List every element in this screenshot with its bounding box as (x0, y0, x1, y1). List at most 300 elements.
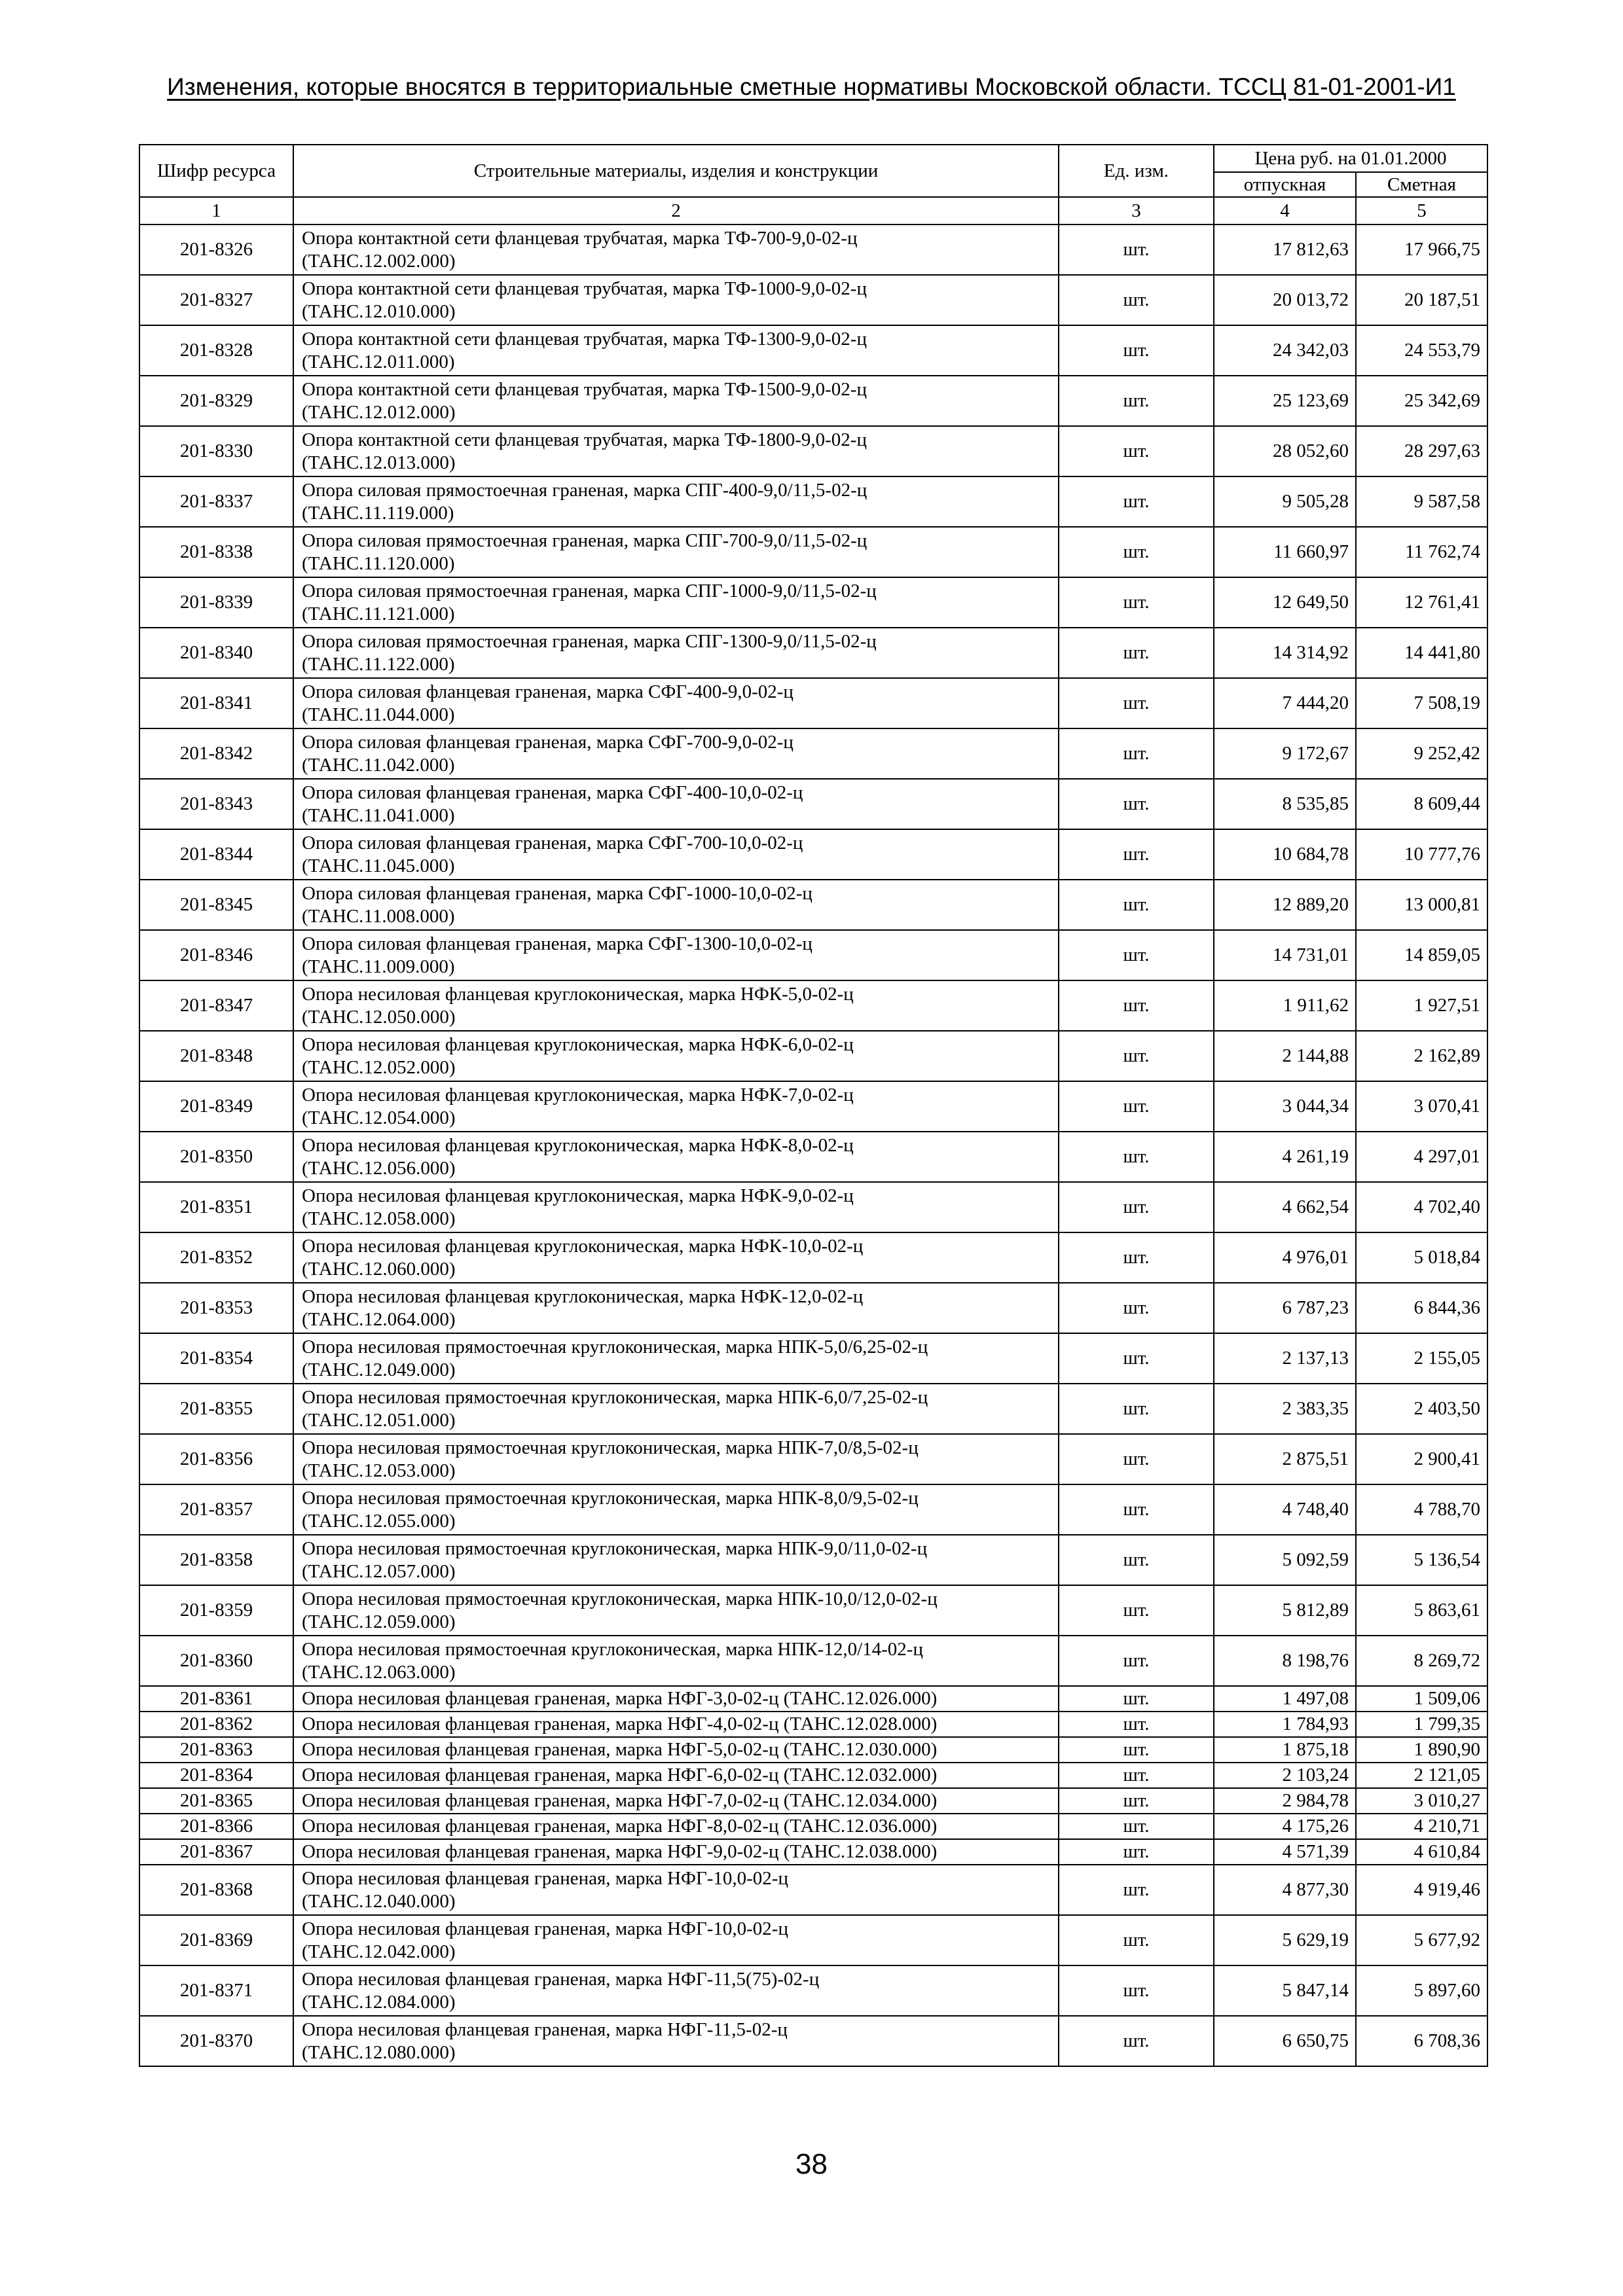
cell-name (293, 2016, 1059, 2066)
table-body (139, 224, 1487, 2066)
cell-code: 201-8355 (139, 1384, 293, 1434)
cell-price-release: 5 092,59 (1214, 1535, 1356, 1585)
cell-price-release: 8 198,76 (1214, 1636, 1356, 1686)
cell-name (293, 1585, 1059, 1636)
cell-name (293, 1434, 1059, 1484)
cell-price-estimate: 4 297,01 (1356, 1132, 1487, 1182)
cell-code: 201-8345 (139, 880, 293, 930)
table-row (139, 829, 1487, 880)
cell-price-release: 17 812,63 (1214, 224, 1356, 275)
cell-unit: шт. (1059, 1031, 1214, 1081)
cell-price-release: 2 103,24 (1214, 1763, 1356, 1788)
cell-price-estimate: 2 403,50 (1356, 1384, 1487, 1434)
cell-name (293, 728, 1059, 779)
cell-code: 201-8367 (139, 1839, 293, 1865)
table-row (139, 1915, 1487, 1965)
cell-price-estimate: 1 799,35 (1356, 1712, 1487, 1737)
cell-code: 201-8338 (139, 527, 293, 577)
cell-price-estimate: 20 187,51 (1356, 275, 1487, 325)
cell-price-release: 14 314,92 (1214, 628, 1356, 678)
cell-price-release: 3 044,34 (1214, 1081, 1356, 1132)
cell-name-line: Опора несиловая прямостоечная круглоконическая, марка НПК-10,0/12,0-02-ц (302, 1588, 938, 1609)
cell-unit: шт. (1059, 476, 1214, 527)
table-row (139, 1712, 1487, 1737)
cell-name-line: Опора несиловая фланцевая граненая, марка НФГ-10,0-02-ц (302, 1918, 788, 1939)
cell-name-line: Опора несиловая фланцевая граненая, марка НФГ-5,0-02-ц (ТАНС.12.030.000) (302, 1739, 938, 1760)
cell-name-line: (ТАНС.12.080.000) (302, 2041, 456, 2063)
cell-price-estimate: 5 677,92 (1356, 1915, 1487, 1965)
cell-name (293, 1712, 1059, 1737)
cell-name (293, 1182, 1059, 1232)
cell-name (293, 1031, 1059, 1081)
cell-name (293, 1814, 1059, 1839)
table-row (139, 1814, 1487, 1839)
cell-code: 201-8363 (139, 1737, 293, 1763)
cell-name (293, 527, 1059, 577)
cell-name (293, 224, 1059, 275)
cell-code: 201-8361 (139, 1686, 293, 1712)
table-row (139, 1839, 1487, 1865)
cell-price-estimate: 8 609,44 (1356, 779, 1487, 829)
cell-code: 201-8352 (139, 1232, 293, 1283)
cell-name-line: (ТАНС.12.050.000) (302, 1006, 456, 1028)
table-row (139, 1434, 1487, 1484)
cell-name (293, 880, 1059, 930)
cell-code: 201-8327 (139, 275, 293, 325)
cell-name-line: (ТАНС.11.122.000) (302, 653, 455, 675)
cell-unit: шт. (1059, 1434, 1214, 1484)
cell-name-line: (ТАНС.12.053.000) (302, 1460, 456, 1481)
cell-price-estimate: 1 890,90 (1356, 1737, 1487, 1763)
column-header-code: Шифр ресурса (139, 145, 293, 197)
cell-code: 201-8350 (139, 1132, 293, 1182)
cell-name-line: Опора несиловая фланцевая круглоконическая, марка НФК-12,0-02-ц (302, 1285, 864, 1307)
cell-name (293, 1283, 1059, 1333)
table-row (139, 1686, 1487, 1712)
cell-name-line: Опора несиловая фланцевая круглоконическая, марка НФК-8,0-02-ц (302, 1134, 854, 1156)
cell-code: 201-8358 (139, 1535, 293, 1585)
cell-code: 201-8354 (139, 1333, 293, 1384)
cell-name-line: Опора несиловая фланцевая граненая, марка НФГ-4,0-02-ц (ТАНС.12.028.000) (302, 1713, 938, 1734)
table-row (139, 1585, 1487, 1636)
table-row (139, 275, 1487, 325)
cell-price-estimate: 4 919,46 (1356, 1865, 1487, 1915)
cell-price-estimate: 2 162,89 (1356, 1031, 1487, 1081)
table-row (139, 628, 1487, 678)
cell-name (293, 1636, 1059, 1686)
cell-unit: шт. (1059, 376, 1214, 426)
cell-name-line: (ТАНС.11.041.000) (302, 804, 455, 826)
cell-unit: шт. (1059, 1788, 1214, 1814)
cell-code: 201-8369 (139, 1915, 293, 1965)
cell-name-line: (ТАНС.12.013.000) (302, 452, 456, 473)
cell-name-line: (ТАНС.12.057.000) (302, 1560, 456, 1582)
cell-price-estimate: 2 900,41 (1356, 1434, 1487, 1484)
cell-unit: шт. (1059, 1763, 1214, 1788)
cell-code: 201-8330 (139, 426, 293, 476)
cell-name (293, 426, 1059, 476)
page-title: Изменения, которые вносятся в территориальные сметные нормативы Московской области. ТССЦ 81-01-2001-И1 (167, 73, 1456, 100)
cell-price-release: 4 976,01 (1214, 1232, 1356, 1283)
cell-price-release: 2 875,51 (1214, 1434, 1356, 1484)
cell-code: 201-8329 (139, 376, 293, 426)
cell-name (293, 1384, 1059, 1434)
cell-name-line: Опора контактной сети фланцевая трубчатая, марка ТФ-1800-9,0-02-ц (302, 429, 867, 450)
cell-name-line: (ТАНС.12.052.000) (302, 1056, 456, 1078)
cell-price-estimate: 25 342,69 (1356, 376, 1487, 426)
table-row (139, 2016, 1487, 2066)
cell-name-line: (ТАНС.11.120.000) (302, 552, 455, 574)
table-row (139, 376, 1487, 426)
cell-unit: шт. (1059, 1915, 1214, 1965)
cell-name (293, 779, 1059, 829)
cell-price-release: 1 497,08 (1214, 1686, 1356, 1712)
cell-code: 201-8348 (139, 1031, 293, 1081)
cell-name-line: (ТАНС.12.040.000) (302, 1890, 456, 1912)
cell-name (293, 1915, 1059, 1965)
cell-unit: шт. (1059, 930, 1214, 980)
cell-unit: шт. (1059, 325, 1214, 376)
cell-price-estimate: 24 553,79 (1356, 325, 1487, 376)
cell-name-line: Опора несиловая фланцевая круглоконическая, марка НФК-5,0-02-ц (302, 983, 854, 1005)
cell-code: 201-8364 (139, 1763, 293, 1788)
table-row (139, 476, 1487, 527)
cell-name-line: Опора несиловая фланцевая граненая, марка НФГ-3,0-02-ц (ТАНС.12.026.000) (302, 1688, 938, 1709)
cell-price-estimate: 12 761,41 (1356, 577, 1487, 628)
cell-name-line: (ТАНС.12.051.000) (302, 1409, 456, 1431)
table-row (139, 1737, 1487, 1763)
cell-price-estimate: 14 859,05 (1356, 930, 1487, 980)
cell-code: 201-8339 (139, 577, 293, 628)
cell-name (293, 930, 1059, 980)
cell-code: 201-8356 (139, 1434, 293, 1484)
cell-price-estimate: 6 844,36 (1356, 1283, 1487, 1333)
cell-name-line: (ТАНС.12.002.000) (302, 250, 456, 272)
page-number: 38 (795, 2148, 828, 2180)
column-number: 3 (1059, 197, 1214, 224)
cell-unit: шт. (1059, 1484, 1214, 1535)
cell-code: 201-8337 (139, 476, 293, 527)
cell-name-line: Опора несиловая фланцевая граненая, марка НФГ-7,0-02-ц (ТАНС.12.034.000) (302, 1790, 938, 1811)
cell-unit: шт. (1059, 1283, 1214, 1333)
cell-price-release: 5 629,19 (1214, 1915, 1356, 1965)
cell-code: 201-8346 (139, 930, 293, 980)
table-row (139, 1636, 1487, 1686)
cell-name (293, 829, 1059, 880)
cell-name-line: (ТАНС.12.059.000) (302, 1611, 456, 1632)
table-row (139, 779, 1487, 829)
table-row (139, 1384, 1487, 1434)
cell-price-estimate: 7 508,19 (1356, 678, 1487, 728)
cell-name-line: Опора силовая фланцевая граненая, марка СФГ-1000-10,0-02-ц (302, 882, 812, 904)
cell-unit: шт. (1059, 2016, 1214, 2066)
cell-price-release: 2 984,78 (1214, 1788, 1356, 1814)
table-row (139, 1031, 1487, 1081)
cell-unit: шт. (1059, 678, 1214, 728)
cell-price-release: 6 650,75 (1214, 2016, 1356, 2066)
cell-name-line: Опора контактной сети фланцевая трубчатая, марка ТФ-1500-9,0-02-ц (302, 378, 867, 400)
cell-unit: шт. (1059, 1636, 1214, 1686)
cell-code: 201-8371 (139, 1965, 293, 2016)
table-row (139, 325, 1487, 376)
cell-unit: шт. (1059, 1232, 1214, 1283)
cell-price-estimate: 6 708,36 (1356, 2016, 1487, 2066)
cell-code: 201-8368 (139, 1865, 293, 1915)
cell-unit: шт. (1059, 224, 1214, 275)
cell-name-line: (ТАНС.12.054.000) (302, 1107, 456, 1128)
cell-name-line: Опора несиловая фланцевая граненая, марка НФГ-10,0-02-ц (302, 1867, 788, 1889)
cell-price-release: 1 784,93 (1214, 1712, 1356, 1737)
cell-name-line: (ТАНС.12.055.000) (302, 1510, 456, 1532)
cell-unit: шт. (1059, 1737, 1214, 1763)
cell-unit: шт. (1059, 1814, 1214, 1839)
table-row (139, 1965, 1487, 2016)
cell-unit: шт. (1059, 880, 1214, 930)
cell-unit: шт. (1059, 1384, 1214, 1434)
table-row (139, 1788, 1487, 1814)
cell-name (293, 1484, 1059, 1535)
cell-name-line: Опора несиловая фланцевая граненая, марка НФГ-6,0-02-ц (ТАНС.12.032.000) (302, 1765, 938, 1785)
cell-name (293, 1686, 1059, 1712)
cell-name (293, 1763, 1059, 1788)
cell-name (293, 325, 1059, 376)
cell-name-line: Опора несиловая прямостоечная круглоконическая, марка НПК-5,0/6,25-02-ц (302, 1336, 928, 1357)
cell-name-line: Опора силовая фланцевая граненая, марка СФГ-400-10,0-02-ц (302, 781, 803, 803)
cell-price-release: 5 812,89 (1214, 1585, 1356, 1636)
column-number: 1 (139, 197, 293, 224)
cell-unit: шт. (1059, 1686, 1214, 1712)
cell-unit: шт. (1059, 1535, 1214, 1585)
cell-name-line: Опора несиловая фланцевая граненая, марка НФГ-8,0-02-ц (ТАНС.12.036.000) (302, 1816, 938, 1837)
cell-code: 201-8342 (139, 728, 293, 779)
cell-unit: шт. (1059, 1585, 1214, 1636)
cell-unit: шт. (1059, 728, 1214, 779)
cell-name-line: Опора силовая прямостоечная граненая, марка СПГ-400-9,0/11,5-02-ц (302, 479, 867, 501)
table-row (139, 980, 1487, 1031)
cell-code: 201-8370 (139, 2016, 293, 2066)
cell-price-release: 7 444,20 (1214, 678, 1356, 728)
cell-name-line: (ТАНС.12.042.000) (302, 1941, 456, 1962)
cell-price-release: 2 137,13 (1214, 1333, 1356, 1384)
column-header-price-release: отпускная (1214, 172, 1356, 197)
cell-name-line: Опора контактной сети фланцевая трубчатая, марка ТФ-1300-9,0-02-ц (302, 328, 867, 350)
cell-name-line: Опора несиловая прямостоечная круглоконическая, марка НПК-9,0/11,0-02-ц (302, 1537, 928, 1559)
cell-name-line: (ТАНС.11.008.000) (302, 905, 455, 927)
cell-price-estimate: 5 136,54 (1356, 1535, 1487, 1585)
cell-price-release: 4 877,30 (1214, 1865, 1356, 1915)
cell-name-line: (ТАНС.11.121.000) (302, 603, 455, 624)
cell-price-estimate: 9 252,42 (1356, 728, 1487, 779)
cell-name (293, 1535, 1059, 1585)
column-number: 2 (293, 197, 1059, 224)
table-row (139, 1081, 1487, 1132)
cell-name-line: Опора несиловая фланцевая граненая, марка НФГ-9,0-02-ц (ТАНС.12.038.000) (302, 1841, 938, 1862)
cell-name (293, 1737, 1059, 1763)
table-row (139, 224, 1487, 275)
cell-name-line: Опора силовая фланцевая граненая, марка СФГ-1300-10,0-02-ц (302, 933, 812, 954)
cell-price-release: 4 571,39 (1214, 1839, 1356, 1865)
cell-price-release: 8 535,85 (1214, 779, 1356, 829)
cell-code: 201-8359 (139, 1585, 293, 1636)
cell-price-release: 2 383,35 (1214, 1384, 1356, 1434)
cell-name-line: Опора силовая прямостоечная граненая, марка СПГ-1000-9,0/11,5-02-ц (302, 580, 877, 601)
table-row (139, 880, 1487, 930)
cell-price-release: 4 748,40 (1214, 1484, 1356, 1535)
cell-code: 201-8326 (139, 224, 293, 275)
cell-name-line: (ТАНС.12.058.000) (302, 1208, 456, 1229)
cell-unit: шт. (1059, 275, 1214, 325)
cell-price-estimate: 4 702,40 (1356, 1182, 1487, 1232)
cell-unit: шт. (1059, 1965, 1214, 2016)
cell-name-line: (ТАНС.12.060.000) (302, 1258, 456, 1280)
cell-code: 201-8343 (139, 779, 293, 829)
cell-name (293, 1333, 1059, 1384)
cell-name (293, 1232, 1059, 1283)
cell-name (293, 1865, 1059, 1915)
cell-name-line: Опора несиловая фланцевая круглоконическая, марка НФК-7,0-02-ц (302, 1084, 854, 1105)
cell-unit: шт. (1059, 1081, 1214, 1132)
table-header (139, 145, 1487, 224)
cell-name-line: (ТАНС.12.084.000) (302, 1991, 456, 2013)
cell-unit: шт. (1059, 1865, 1214, 1915)
cell-name-line: Опора несиловая прямостоечная круглоконическая, марка НПК-7,0/8,5-02-ц (302, 1437, 919, 1458)
cell-unit: шт. (1059, 829, 1214, 880)
column-number: 5 (1356, 197, 1487, 224)
cell-price-estimate: 11 762,74 (1356, 527, 1487, 577)
cell-name (293, 275, 1059, 325)
cell-code: 201-8347 (139, 980, 293, 1031)
cell-name-line: Опора силовая прямостоечная граненая, марка СПГ-1300-9,0/11,5-02-ц (302, 630, 877, 652)
cell-name-line: (ТАНС.11.042.000) (302, 754, 455, 776)
cell-price-release: 5 847,14 (1214, 1965, 1356, 2016)
table-row (139, 1763, 1487, 1788)
cell-price-estimate: 4 788,70 (1356, 1484, 1487, 1535)
cell-price-release: 12 889,20 (1214, 880, 1356, 930)
cell-price-release: 25 123,69 (1214, 376, 1356, 426)
table-row (139, 1283, 1487, 1333)
cell-code: 201-8351 (139, 1182, 293, 1232)
cell-name-line: Опора силовая прямостоечная граненая, марка СПГ-700-9,0/11,5-02-ц (302, 529, 867, 551)
table-row (139, 1484, 1487, 1535)
cell-price-estimate: 1 927,51 (1356, 980, 1487, 1031)
table-row (139, 1232, 1487, 1283)
cell-unit: шт. (1059, 1333, 1214, 1384)
cell-name-line: (ТАНС.12.049.000) (302, 1359, 456, 1380)
cell-unit: шт. (1059, 1132, 1214, 1182)
cell-unit: шт. (1059, 1839, 1214, 1865)
table-row (139, 1132, 1487, 1182)
column-header-unit: Ед. изм. (1059, 145, 1214, 197)
table-row (139, 577, 1487, 628)
cell-name-line: (ТАНС.12.010.000) (302, 300, 456, 322)
cell-name-line: (ТАНС.11.119.000) (302, 502, 454, 524)
cell-name (293, 1839, 1059, 1865)
table-row (139, 728, 1487, 779)
cell-price-estimate: 10 777,76 (1356, 829, 1487, 880)
cell-unit: шт. (1059, 577, 1214, 628)
cell-code: 201-8344 (139, 829, 293, 880)
price-table (139, 144, 1488, 2067)
cell-name (293, 1081, 1059, 1132)
column-header-price-group: Цена руб. на 01.01.2000 (1214, 145, 1487, 172)
cell-code: 201-8365 (139, 1788, 293, 1814)
cell-code: 201-8328 (139, 325, 293, 376)
cell-name-line: (ТАНС.12.012.000) (302, 401, 456, 423)
table-row (139, 930, 1487, 980)
cell-unit: шт. (1059, 628, 1214, 678)
cell-name (293, 376, 1059, 426)
cell-name (293, 1132, 1059, 1182)
cell-unit: шт. (1059, 1712, 1214, 1737)
cell-price-estimate: 9 587,58 (1356, 476, 1487, 527)
cell-price-estimate: 2 121,05 (1356, 1763, 1487, 1788)
cell-price-release: 9 172,67 (1214, 728, 1356, 779)
cell-name (293, 1965, 1059, 2016)
cell-price-estimate: 17 966,75 (1356, 224, 1487, 275)
cell-price-release: 1 875,18 (1214, 1737, 1356, 1763)
cell-name-line: (ТАНС.11.009.000) (302, 956, 455, 977)
cell-code: 201-8341 (139, 678, 293, 728)
cell-name-line: Опора несиловая прямостоечная круглоконическая, марка НПК-12,0/14-02-ц (302, 1638, 923, 1660)
cell-code: 201-8366 (139, 1814, 293, 1839)
table-row (139, 1865, 1487, 1915)
cell-name (293, 980, 1059, 1031)
table-row (139, 426, 1487, 476)
cell-name-line: Опора несиловая фланцевая круглоконическая, марка НФК-9,0-02-ц (302, 1185, 854, 1206)
table-row (139, 1535, 1487, 1585)
cell-price-release: 12 649,50 (1214, 577, 1356, 628)
cell-price-estimate: 28 297,63 (1356, 426, 1487, 476)
cell-price-estimate: 4 210,71 (1356, 1814, 1487, 1839)
cell-price-release: 24 342,03 (1214, 325, 1356, 376)
table-row (139, 527, 1487, 577)
cell-name-line: Опора силовая фланцевая граненая, марка СФГ-400-9,0-02-ц (302, 681, 793, 702)
cell-name-line: (ТАНС.12.063.000) (302, 1661, 456, 1683)
cell-price-release: 20 013,72 (1214, 275, 1356, 325)
cell-code: 201-8357 (139, 1484, 293, 1535)
table-row (139, 1182, 1487, 1232)
column-number: 4 (1214, 197, 1356, 224)
table-row (139, 678, 1487, 728)
cell-name-line: Опора несиловая фланцевая круглоконическая, марка НФК-6,0-02-ц (302, 1033, 854, 1055)
cell-price-estimate: 3 010,27 (1356, 1788, 1487, 1814)
cell-name (293, 476, 1059, 527)
cell-price-release: 11 660,97 (1214, 527, 1356, 577)
cell-price-release: 1 911,62 (1214, 980, 1356, 1031)
cell-price-release: 28 052,60 (1214, 426, 1356, 476)
cell-unit: шт. (1059, 426, 1214, 476)
cell-name-line: Опора несиловая прямостоечная круглоконическая, марка НПК-8,0/9,5-02-ц (302, 1487, 919, 1509)
cell-code: 201-8353 (139, 1283, 293, 1333)
cell-name (293, 678, 1059, 728)
cell-price-release: 4 175,26 (1214, 1814, 1356, 1839)
cell-price-estimate: 5 863,61 (1356, 1585, 1487, 1636)
cell-name-line: Опора несиловая фланцевая граненая, марка НФГ-11,5(75)-02-ц (302, 1968, 820, 1990)
cell-price-estimate: 8 269,72 (1356, 1636, 1487, 1686)
cell-price-estimate: 14 441,80 (1356, 628, 1487, 678)
cell-name-line: Опора контактной сети фланцевая трубчатая, марка ТФ-700-9,0-02-ц (302, 227, 858, 249)
cell-name-line: (ТАНС.11.045.000) (302, 855, 455, 876)
cell-name (293, 1788, 1059, 1814)
cell-name-line: (ТАНС.12.056.000) (302, 1157, 456, 1179)
cell-name-line: (ТАНС.11.044.000) (302, 704, 455, 725)
column-header-price-estimate: Сметная (1356, 172, 1487, 197)
cell-name-line: Опора несиловая фланцевая граненая, марка НФГ-11,5-02-ц (302, 2018, 788, 2040)
cell-name-line: Опора силовая фланцевая граненая, марка СФГ-700-10,0-02-ц (302, 832, 803, 853)
cell-name-line: (ТАНС.12.064.000) (302, 1308, 456, 1330)
cell-name-line: Опора несиловая фланцевая круглоконическая, марка НФК-10,0-02-ц (302, 1235, 864, 1257)
cell-price-release: 10 684,78 (1214, 829, 1356, 880)
